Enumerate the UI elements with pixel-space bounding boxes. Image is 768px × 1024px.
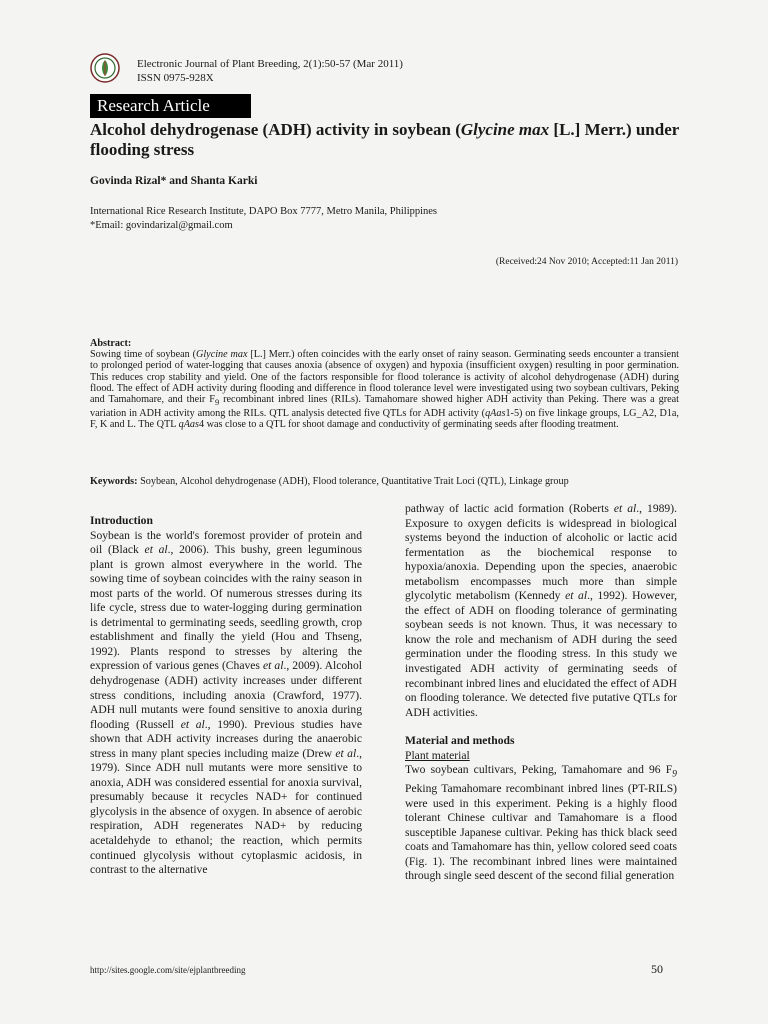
issn: ISSN 0975-928X [137,72,214,84]
affiliation: International Rice Research Institute, DAPO Box 7777, Metro Manila, Philippines [90,206,438,217]
email: *Email: govindarizal@gmail.com [90,220,233,231]
article-title: Alcohol dehydrogenase (ADH) activity in soybean (Glycine max [L.] Merr.) under flooding stress [90,120,679,159]
plant-material-heading: Plant material [405,748,470,762]
affiliation-block [90,205,437,233]
keywords: Keywords: Soybean, Alcohol dehydrogenase (ADH), Flood tolerance, Quantitative Trait Loci (QTL), Linkage group [90,476,569,487]
journal-seal-icon [90,53,120,83]
introduction-continued: pathway of lactic acid formation (Roberts et al., 1989). Exposure to oxygen deficits is widespread in biological systems beyond the induction of alcoholic or lactic acid fermentation as the biochemical response to hypoxia/anoxia. Depending upon the species, anaerobic metabolism encompasses much more than simple glycolytic metabolism (Kennedy et al., 1992). However, the effect of ADH on flooding tolerance of germinating soybean seeds is not known. Thus, it was necessary to know the role and mechanism of ADH during the seed germination under the flooding stress. In this study we investigated ADH activity of germinating seeds of recombinant inbred lines and elucidated the effect of ADH on flooding tolerance. We detected five putative QTLs for ADH activities. [405,502,677,719]
journal-line: Electronic Journal of Plant Breeding, 2(1):50-57 (Mar 2011) [137,58,403,70]
footer-url: http://sites.google.com/site/ejplantbreeding [90,965,246,975]
authors: Govinda Rizal* and Shanta Karki [90,175,258,187]
introduction-paragraph: Soybean is the world's foremost provider of protein and oil (Black et al., 2006). This bushy, green leguminous plant is grown almost everywhere in the world. The sowing time of soybean coincides with the rainy season in most parts of the world. Of numerous stresses during its life cycle, stress due to water-logging during germination is detrimental to germinating seeds, seedling growth, crop establishment and finally the yield (Hou and Thseng, 1992). Plants respond to stresses by altering the expression of various genes (Chaves et al., 2009). Alcohol dehydrogenase (ADH) activity increases under different stress conditions, including anoxia (Crawford, 1977). ADH null mutants were found sensitive to anoxia during flooding (Russell et al., 1990). Previous studies have shown that ADH activity increases during the anaerobic stress in many plant species including maize (Drew et al., 1979). Since ADH null mutants were more sensitive to anoxia, ADH was considered essential for anoxia survival, presumably because it recycles NAD+ for continued glycolysis in the absence of oxygen. In absence of aerobic respiration, ADH regenerates NAD+ by reducing acetaldehyde to ethanol; the reaction, which permits continued glycolysis without cytoplasmic acidosis, in contrast to the alternative [90,528,362,877]
plant-material-paragraph: Two soybean cultivars, Peking, Tamahomare and 96 $F_9$ Peking Tamahomare recombinant inbred lines (PT-RILS) were used in this experiment. Peking is a highly flood tolerant Chinese cultivar and Tamahomare is a flood susceptible Japanese cultivar. Peking has thick black seed coats and Tamahomare has thin, yellow colored seed coats (Fig. 1). The recombinant inbred lines were maintained through single seed descent of the second filial generation [405,763,677,883]
right-column [405,502,677,884]
left-column [90,514,362,878]
received-dates: (Received:24 Nov 2010; Accepted:11 Jan 2011) [495,257,678,267]
abstract: Abstract: Sowing time of soybean (Glycine max [L.] Merr.) often coincides with the early onset of rainy season. Germinating seeds encounter a transient to prolonged period of water-logging that causes anoxia (absence of oxygen) and hypoxia (insufficient oxygen) resulting in poor germination. This reduces crop stability and yield. One of the factors responsible for flood tolerance is activity of alcohol dehydrogenase (ADH) during flood. The effect of ADH activity during flooding and difference in flood tolerance level were investigated using two soybean cultivars, Peking and Tamahomare, and their $F_9$ recombinant inbred lines (RILs). Tamahomare showed higher ADH activity than Peking. There was a great variation in ADH activity among the RILs. QTL analysis detected five QTLs for ADH activity (qAas1-5) on five linkage groups, LG_A2, D1a, F, K and L. The QTL qAas4 was close to a QTL for shoot damage and conductivity of germinating seeds after flooding treatment. [90,338,679,431]
page-number: 50 [651,962,663,976]
article-type-banner: Research Article [90,94,251,118]
abstract-heading: Abstract: [90,338,132,349]
keywords-label: Keywords: [90,476,138,487]
introduction-heading: Introduction [90,514,153,527]
methods-heading: Material and methods [405,734,515,748]
journal-info [137,57,403,85]
